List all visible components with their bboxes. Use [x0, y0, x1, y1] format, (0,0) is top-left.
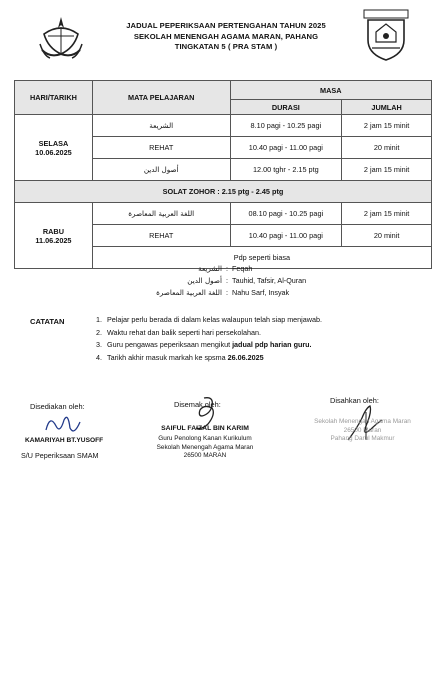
- stamp-line: Pahang Darul Makmur: [330, 435, 395, 443]
- day-cell-selasa: [15, 115, 93, 181]
- subject-cell: أصول الدين: [92, 159, 230, 181]
- jumlah-cell: 20 minit: [342, 225, 432, 247]
- list-item: [96, 314, 322, 327]
- checked-by-line: 26500 MARAN: [183, 452, 227, 460]
- header-durasi: DURASI: [230, 100, 342, 115]
- note-number: 2.: [96, 327, 102, 337]
- prepared-by-label: Disediakan oleh:: [30, 402, 85, 411]
- list-item: [96, 339, 322, 352]
- legend-row: [140, 263, 306, 275]
- durasi-cell: 10.40 pagi - 11.00 pagi: [230, 225, 342, 247]
- jumlah-cell: 2 jam 15 minit: [342, 203, 432, 225]
- crest-logo: [38, 14, 84, 64]
- day-name: SELASA: [38, 138, 69, 148]
- signature-prepared: [40, 408, 90, 438]
- legend-separator: :: [226, 288, 228, 297]
- header-jumlah: JUMLAH: [342, 100, 432, 115]
- day-name: RABU: [42, 226, 64, 236]
- legend-text: Nahu Sarf, Insyak: [232, 288, 290, 297]
- title-line: TINGKATAN 5 ( PRA STAM ): [174, 42, 278, 51]
- jumlah-cell: 2 jam 15 minit: [342, 115, 432, 137]
- catatan-label: CATATAN: [30, 317, 65, 326]
- solat-zohor-cell: SOLAT ZOHOR : 2.15 ptg - 2.45 ptg: [15, 181, 432, 203]
- note-number: 4.: [96, 353, 102, 363]
- day-cell-rabu: [15, 203, 93, 269]
- note-text: Pelajar perlu berada di dalam kelas walaupun telah siap menjawab.: [107, 315, 322, 324]
- document-title: [96, 21, 356, 53]
- subject-legend: [140, 263, 306, 299]
- legend-text: Tauhid, Tafsir, Al-Quran: [232, 276, 307, 285]
- note-number: 1.: [96, 315, 102, 324]
- checked-by-line: Guru Penolong Kanan Kurikulum: [158, 435, 252, 442]
- subject-cell: REHAT: [92, 137, 230, 159]
- legend-arabic: اللغة العربية المعاصرة: [156, 288, 222, 297]
- note-text: Tarikh akhir masuk markah ke spsma: [107, 353, 228, 363]
- jumlah-cell: 2 jam 15 minit: [342, 159, 432, 181]
- checked-by-position: [140, 435, 270, 461]
- durasi-cell: 12.00 tghr - 2.15 ptg: [230, 159, 342, 181]
- note-text: Guru pengawas peperiksaan mengikut: [107, 340, 233, 350]
- approval-stamp: [300, 418, 425, 444]
- day-date: 10.06.2025: [35, 147, 72, 157]
- header-hari-tarikh: HARI/TARIKH: [15, 81, 93, 115]
- legend-separator: :: [226, 264, 228, 273]
- table-row: [15, 115, 432, 137]
- legend-row: [140, 275, 306, 287]
- prepared-by-role: S/U Peperiksaan SMAM: [21, 451, 99, 460]
- durasi-cell: 08.10 pagi - 10.25 pagi: [230, 203, 342, 225]
- note-text: Waktu rehat dan balik seperti hari persekolahan.: [107, 327, 261, 337]
- note-number: 3.: [96, 340, 102, 350]
- exam-schedule-table: [14, 80, 432, 269]
- legend-arabic: أصول الدين: [187, 276, 222, 285]
- note-text-bold: jadual pdp harian guru.: [232, 340, 312, 350]
- legend-text: Feqah: [232, 264, 253, 273]
- stamp-line: Sekolah Menengah Agama Maran: [314, 418, 411, 425]
- table-row: [15, 203, 432, 225]
- prepared-by-name: KAMARIYAH BT.YUSOFF: [25, 437, 104, 444]
- header-masa: MASA: [230, 81, 431, 100]
- subject-cell: الشريعة: [92, 115, 230, 137]
- legend-row: [140, 287, 306, 299]
- table-header-row: [15, 81, 432, 100]
- day-date: 11.06.2025: [35, 235, 72, 245]
- legend-separator: :: [226, 276, 228, 285]
- title-line: JADUAL PEPERIKSAAN PERTENGAHAN TAHUN 2025: [126, 21, 326, 30]
- durasi-cell: 8.10 pagi - 10.25 pagi: [230, 115, 342, 137]
- catatan-list: [96, 314, 322, 365]
- checked-by-name: SAIFUL FAIZAL BIN KARIM: [161, 425, 249, 432]
- subject-cell: REHAT: [92, 225, 230, 247]
- title-line: SEKOLAH MENENGAH AGAMA MARAN, PAHANG: [133, 31, 319, 41]
- school-badge-logo: [362, 8, 410, 62]
- pdp-cell: Pdp seperti biasa: [92, 247, 431, 269]
- solat-row: [15, 181, 432, 203]
- subject-cell: اللغة العربية المعاصرة: [92, 203, 230, 225]
- list-item: [96, 327, 322, 340]
- checked-by-label: Disemak oleh:: [174, 400, 221, 409]
- legend-arabic: الشريعة: [198, 264, 222, 273]
- list-item: [96, 352, 322, 365]
- header-mata-pelajaran: MATA PELAJARAN: [92, 81, 230, 115]
- approved-by-label: Disahkan oleh:: [330, 396, 379, 405]
- jumlah-cell: 20 minit: [342, 137, 432, 159]
- stamp-line: 26500 Maran: [343, 426, 382, 434]
- checked-by-line: Sekolah Menengah Agama Maran: [156, 443, 254, 451]
- durasi-cell: 10.40 pagi - 11.00 pagi: [230, 137, 342, 159]
- note-text-bold: 26.06.2025: [227, 353, 264, 363]
